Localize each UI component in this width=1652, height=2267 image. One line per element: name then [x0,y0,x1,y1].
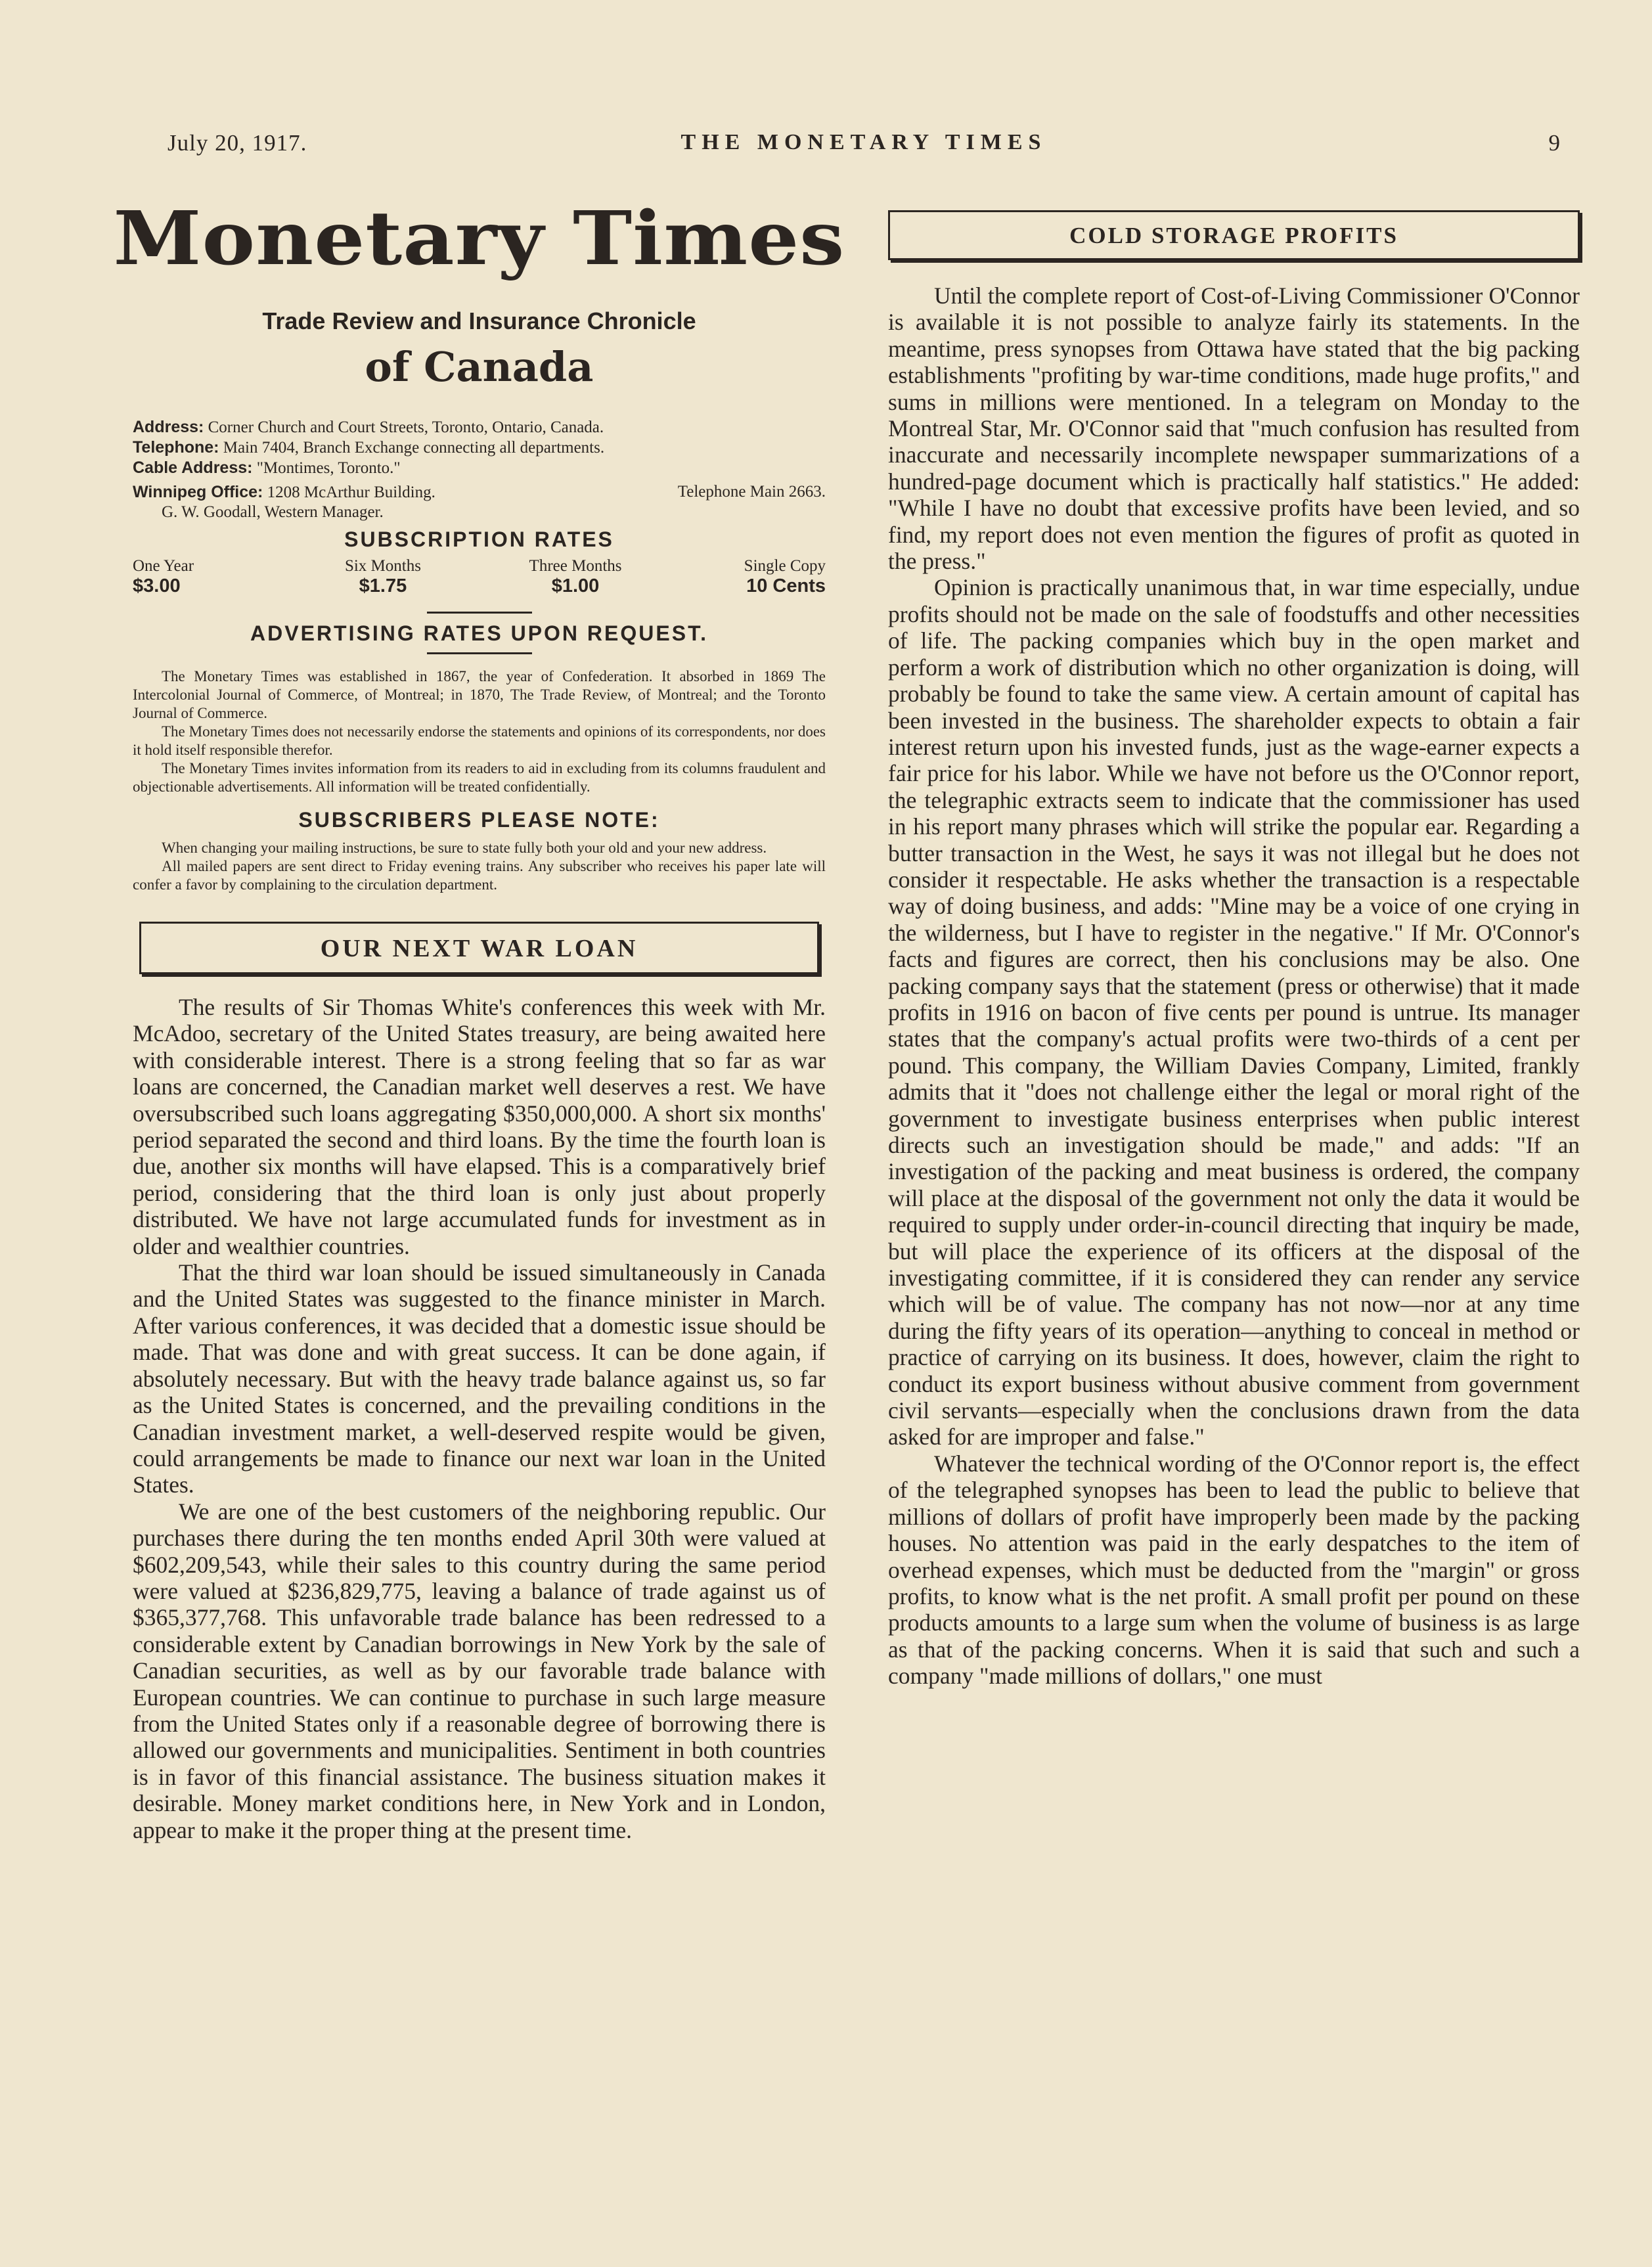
issue-date: July 20, 1917. [167,130,307,156]
telephone-label: Telephone: [133,438,219,457]
cable-line [133,458,826,478]
disclaimer-note: The Monetary Times does not necessarily endorse the statements and opinions of its correspondents, nor does it hold itself responsible therefor. [133,723,826,758]
right-column [888,191,1580,1690]
rates-values [133,575,826,597]
cable-value: "Montimes, Toronto." [256,459,401,477]
cable-label: Cable Address: [133,459,253,477]
article-paragraph: We are one of the best customers of the neighboring republic. Our purchases there during the ten months ended April 30th were valued at $602,209,543, while their sales to this country during the same period were valued at $236,829,775, leaving a balance of trade against us of $365,377,768. This unfavorable trade balance has been redressed to a considerable extent by Canadian borrowings in New York by the sale of Canadian securities, as well as by our favorable trade balance with European countries. We can continue to purchase in such large measure from the United States only if a reasonable degree of borrowing there is allowed our governments and municipalities. Sentiment in both countries is in favor of this financial assistance. The business situation makes it desirable. Money market conditions here, in New York and in London, appear to make it the proper thing at the present time. [133,1498,826,1843]
article-paragraph: Whatever the technical wording of the O'Connor report is, the effect of the telegraphed synopses has been to lead the public to believe that millions of dollars of profit have improperly been made by the packing houses. No attention was paid in the early despatches to the item of overhead expenses, which must be deducted from the "margin" or gross profits, to know what is the net profit. A small profit per pound on these products amounts to a large sum when the volume of business is as large as that of the packing concerns. When it is said that such and such a company "made millions of dollars," one must [888,1450,1580,1690]
divider [427,612,532,614]
address-line [133,417,826,438]
rate-value: $1.00 [551,575,600,596]
masthead-country: of Canada [365,343,594,391]
left-column [113,191,845,1843]
article-paragraph: The results of Sir Thomas White's conferences this week with Mr. McAdoo, secretary of the United States treasury, are being awaited here with considerable interest. There is a strong feeling that so far as war loans are concerned, the Canadian market well deserves a rest. We have oversubscribed such loans aggregating $350,000,000. A short six months' period separated the second and third loans. By the time the fourth loan is due, another six months will have elapsed. This is a comparatively brief period, considering that the third loan is only just about properly distributed. We have not large accumulated funds for investment as in older and wealthier countries. [133,994,826,1259]
running-head [167,130,1560,163]
article-paragraph: That the third war loan should be issued simultaneously in Canada and the United States was suggested to the finance minister in March. After various conferences, it was decided that a domestic issue should be made. That was done and with great success. It can be done again, if absolutely necessary. But with the heavy trade balance against us, so far as the United States is concerned, and the prevailing conditions in the Canadian investment market, a well-deserved respite would be given, could arrangements be made to finance our next war loan in the United States. [133,1259,826,1498]
winnipeg-manager: G. W. Goodall, Western Manager. [162,503,384,521]
address-label: Address: [133,418,204,436]
rate-label: One Year [133,557,194,575]
article-paragraph: Until the complete report of Cost-of-Living Commissioner O'Connor is available it is not possible to analyze fairly its statements. In the meantime, press synopses from Ottawa have stated that the big packing establishments "profiting by war-time conditions, made huge profits," and sums in millions were mentioned. In a telegram on Monday to the Montreal Star, Mr. O'Connor said that "much confusion has resulted from inaccurate and necessarily incomplete newspaper summarizations of a hundred-page document which is practically half statistics." He added: "While I have no doubt that excessive profits have been levied, and so find, my report does not even mention the figures of profit as quoted in the press." [888,282,1580,575]
cold-storage-heading: COLD STORAGE PROFITS [888,210,1580,260]
publication-name: THE MONETARY TIMES [681,130,1047,154]
war-loan-heading: OUR NEXT WAR LOAN [139,922,819,974]
subscription-heading: SUBSCRIPTION RATES [344,527,614,551]
address-value: Corner Church and Court Streets, Toronto, Ontario, Canada. [208,418,604,436]
subscribers-notice-heading: SUBSCRIBERS PLEASE NOTE: [298,808,660,832]
divider [427,652,532,654]
winnipeg-line [133,482,826,503]
rate-value: $1.75 [359,575,407,596]
advertising-note: The Monetary Times invites information from its readers to aid in excluding from its columns fraudulent and objectionable advertisements. All information will be treated confidentially. [133,760,826,795]
winnipeg-address: 1208 McArthur Building. [267,483,435,501]
delivery-note: All mailed papers are sent direct to Friday evening trains. Any subscriber who receives his paper late will confer a favor by complaining to the circulation department. [133,858,826,893]
masthead-subtitle: Trade Review and Insurance Chronicle [262,307,696,334]
war-loan-article [133,994,826,1843]
address-change-note: When changing your mailing instructions, be sure to state fully both your old and your new address. [162,840,767,856]
article-paragraph: Opinion is practically unanimous that, in war time especially, undue profits should not be made on the sale of foodstuffs and other necessities of life. The packing companies which buy in the open market and perform a work of distribution which no other organization is doing, will probably be found to take the same view. A certain amount of capital has been invested in the business. The shareholder expects to obtain a fair interest return upon his invested funds, just as the wage-earner expects a fair price for his labor. While we have not before us the O'Connor report, the telegraphic extracts seem to indicate that the commissioner has used in his report many phrases which will strike the popular ear. Regarding a butter transaction in the West, he says it was not illegal but he does not consider it respectable. He asks whether the transaction is a respectable way of doing business, and adds: "Mine may be a voice of one crying in the wilderness, but I have to register in the negative." If Mr. O'Connor's facts and figures are correct, then his conclusions may be also. One packing company says that the statement (press or otherwise) that it made profits in 1916 on bacon of five cents per pound is untrue. Its manager states that the company's actual profits were two-thirds of a cent per pound. This company, the William Davies Company, Limited, frankly admits that it "does not challenge either the legal or moral right of the government to investigate business enterprises when public interest directs such an investigation should be made," and adds: "If an investigation of the packing and meat business is ordered, the company will place at the disposal of the government not only the data it would be required to supply under order-in-council directing that inquiry be made, but will place the experience of its officers at the disposal of the investigating committee, if it is considered they can render any service which will be of value. The company has not now—nor at any time during the fifty years of its operation—anything to conceal in method or practice of carrying on its business. It does, however, claim the right to conduct its export business without abusive comment from government civil servants—especially when the conclusions drawn from the data asked for are improper and false." [888,574,1580,1450]
history-note: The Monetary Times was established in 1867, the year of Confederation. It absorbed in 1869 The Intercolonial Journal of Commerce, of Montreal; in 1870, The Trade Review, of Montreal; and the Toronto Journal of Commerce. [133,668,826,721]
rate-value: 10 Cents [746,575,826,596]
winnipeg-phone: Telephone Main 2663. [677,483,826,501]
page-number: 9 [1548,130,1560,156]
rate-label: Three Months [529,557,622,575]
rate-label: Single Copy [744,557,826,575]
winnipeg-label: Winnipeg Office: [133,483,263,501]
cold-storage-article [888,282,1580,1690]
contact-info [133,417,826,522]
telephone-value: Main 7404, Branch Exchange connecting all departments. [223,439,605,457]
rate-label: Six Months [344,557,421,575]
rate-value: $3.00 [133,575,181,596]
telephone-line [133,438,826,458]
advertising-heading: ADVERTISING RATES UPON REQUEST. [250,621,708,645]
rates-labels [133,557,826,575]
masthead-title: Monetary Times [113,196,845,282]
